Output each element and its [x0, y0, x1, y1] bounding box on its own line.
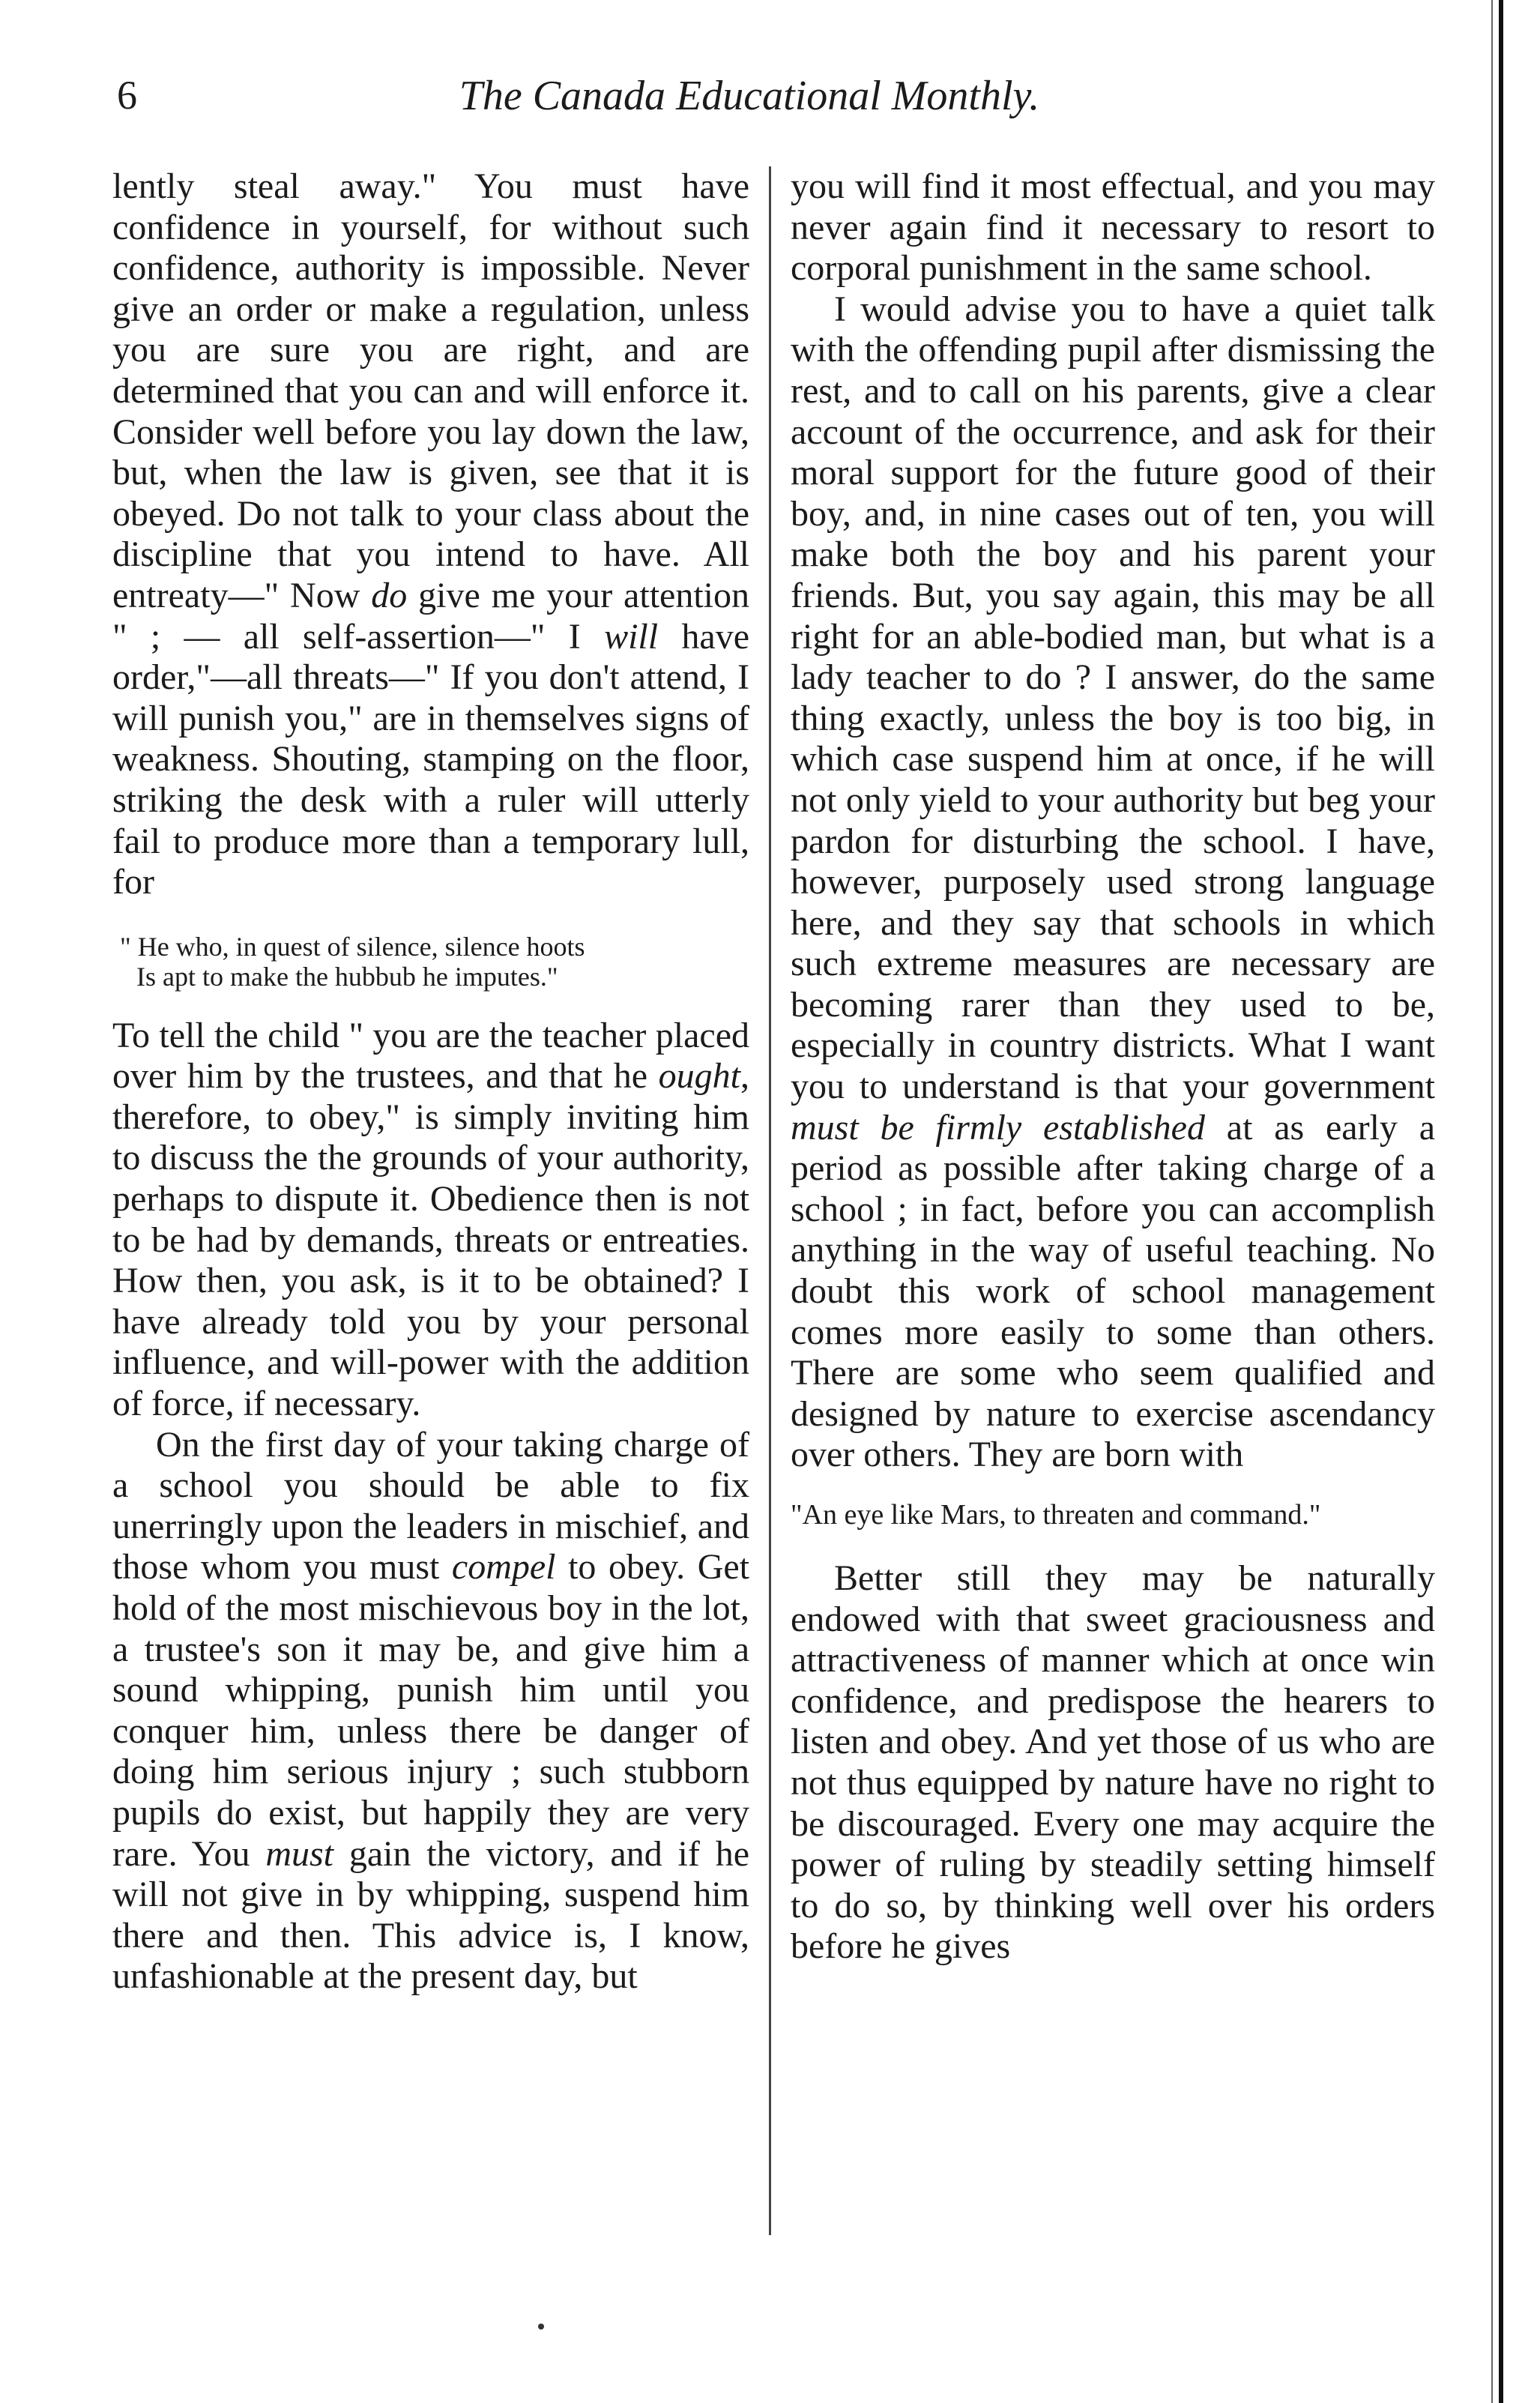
emphasis: will [604, 616, 659, 657]
emphasis: compel [451, 1547, 556, 1588]
page-header [112, 72, 1386, 139]
text-run: give me your attention " ; — all self-assertion—" I [112, 575, 750, 657]
right-column [791, 166, 1435, 1968]
emphasis: must [265, 1833, 333, 1874]
text-run: at as early a period as possible after taking charge of a school ; in fact, before you can accomplish anything in the way of useful teaching. No doubt this work of school management comes more easily to some than others. There are some who seem qualified and designed by nature to exercise ascendancy over others. They are born with [791, 1107, 1435, 1475]
paragraph [112, 166, 749, 903]
text-run: I would advise you to have a quiet talk with the offending pupil after dismissing the rest, and to call on his parents, give a clear account of the occurrence, and ask for their moral support for the future good of their boy, and, in nine cases out of ten, you will make both the boy and his parent your friends. But, you say again, this may be all right for an able-bodied man, but what is a lady teacher to do ? I answer, do the same thing exactly, unless the boy is too big, in which case suspend him at once, if he will not only yield to your authority but beg your pardon for disturbing the school. I have, however, purposely used strong language here, and they say that schools in which such extreme measures are necessary are becoming rarer than they used to be, especially in country districts. What I want you to understand is that your government [791, 289, 1435, 1107]
running-title: The Canada Educational Monthly. [459, 73, 1040, 119]
left-column [112, 166, 749, 1998]
page-edge [1499, 0, 1503, 2403]
text-run: gain the victory, and if he will not give in by whipping, suspend him there and then. This advice is, I know, unfashionable at the present day, but [112, 1833, 749, 1997]
block-quote: "An eye like Mars, to threaten and command." [791, 1499, 1321, 1531]
text-run: To tell the child " you are the teacher placed over him by the trustees, and that he [112, 1015, 749, 1097]
paragraph: Better still they may be naturally endowed with that sweet graciousness and attractiveness of manner which at once win confidence, and predispose the hearers to listen and obey. And yet those of us who are not thus equipped by nature have no right to be discouraged. Every one may acquire the power of ruling by steadily setting himself to do so, by thinking well over his orders before he gives [791, 1558, 1435, 1967]
paragraph [791, 289, 1435, 1476]
paragraph [112, 1016, 749, 1425]
text-run: lently steal away." You must have confidence in yourself, for without such confidence, authority is impossible. Never give an order or make a regulation, unless you are sure you are right, and are determined that you can and will enforce it. Consider well before you lay down the law, but, when the law is given, see that it is obeyed. Do not talk to your class about the discipline that you intend to have. All entreaty—" Now [112, 166, 749, 615]
text-run: to obey. Get hold of the most mischievous boy in the lot, a trustee's son it may be, and give him a sound whipping, punish him until you conquer him, unless there be danger of doing him serious injury ; such stubborn pupils do exist, but happily they are very rare. You [112, 1547, 750, 1874]
quote-line: Is apt to make the hubbub he imputes." [136, 961, 558, 992]
paragraph [112, 1425, 749, 1998]
speck [538, 2324, 544, 2330]
emphasis: do [371, 575, 408, 615]
page-number: 6 [117, 73, 137, 118]
paragraph: you will find it most effectual, and you may never again find it necessary to resort to corporal punishment in the same school. [791, 166, 1435, 289]
block-quote [120, 932, 749, 992]
text-run: , therefore, to obey," is simply inviting him to discuss the the grounds of your authority, perhaps to dispute it. Obedience then is not to be had by demands, threats or entreaties. How then, you ask, is it to be obtained? I have already told you by your personal influence, and will-power with the addition of force, if necessary. [112, 1056, 749, 1424]
emphasis: ought [658, 1056, 740, 1097]
text-run: have order,"—all threats—" If you don't attend, I will punish you," are in themselves signs of weakness. Shouting, stamping on the floor, striking the desk with a ruler will utterly fail to produce more than a temporary lull, for [112, 616, 749, 902]
quote-line: " He who, in quest of silence, silence hoots [120, 931, 585, 962]
text-run: On the first day of your taking charge of a school you should be able to fix unerringly upon the leaders in mischief, and those whom you must [112, 1424, 749, 1588]
page-edge-line [1491, 0, 1493, 2403]
emphasis: must be firmly established [791, 1107, 1205, 1148]
column-divider [769, 166, 771, 2235]
